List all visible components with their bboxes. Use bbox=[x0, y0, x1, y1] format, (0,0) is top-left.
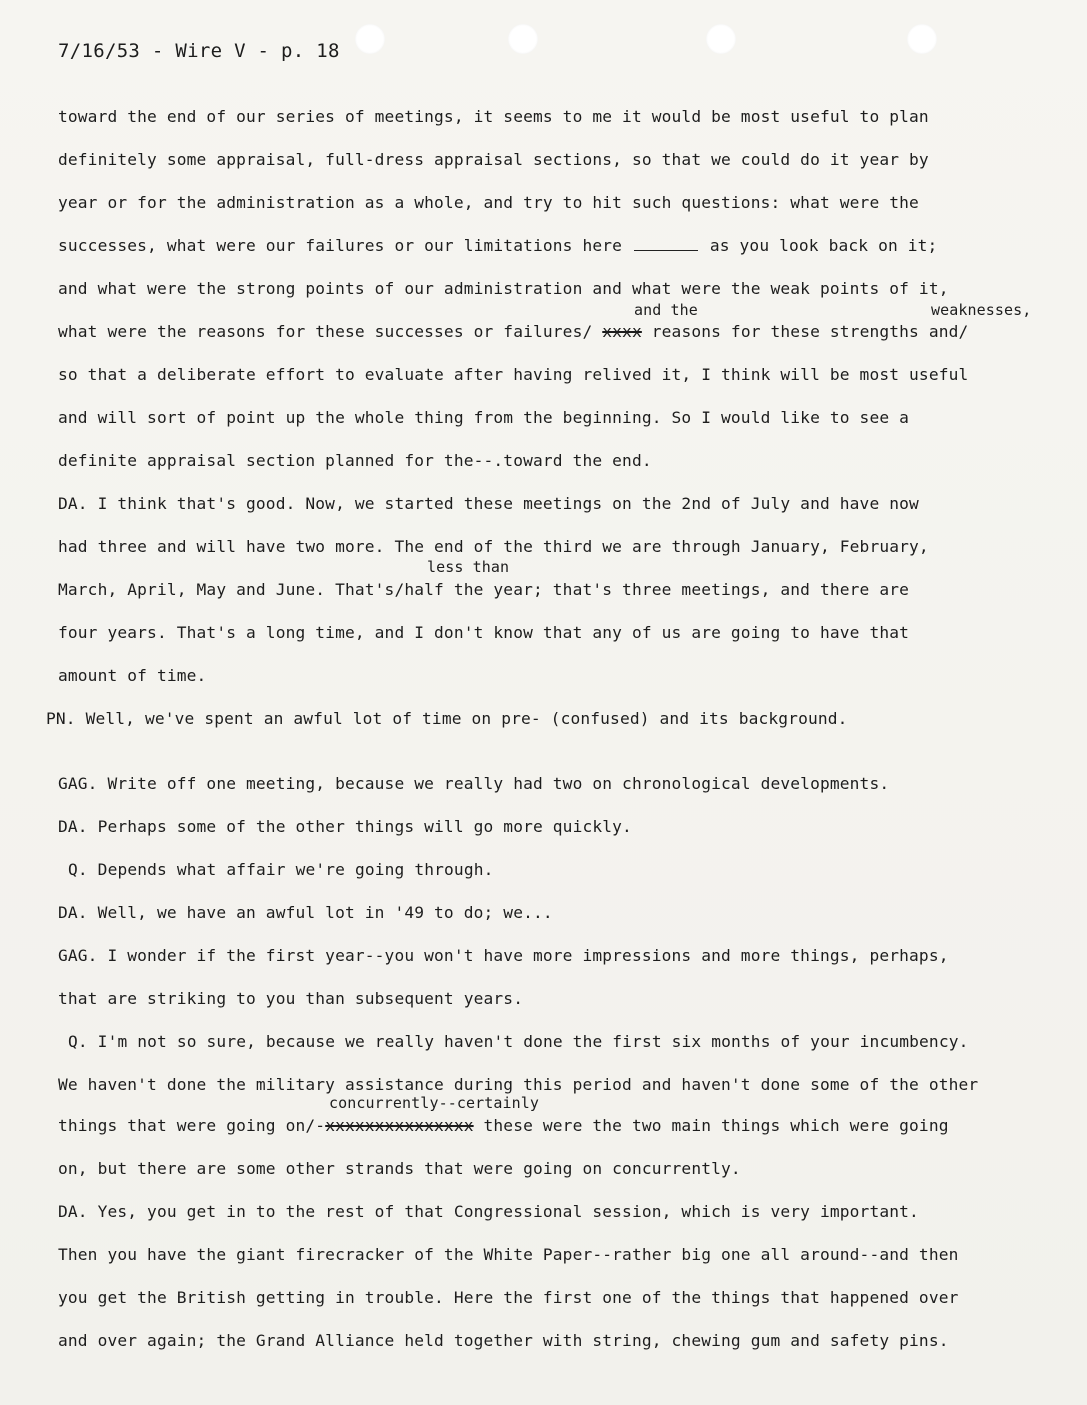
text-line: on, but there are some other strands that were going on concurrently. bbox=[58, 1159, 741, 1178]
text-line: that are striking to you than subsequent years. bbox=[58, 989, 524, 1008]
punch-hole bbox=[508, 24, 538, 54]
text-line: had three and will have two more. The end of the third we are through January, February, bbox=[58, 537, 929, 556]
speaker-line: DA. I think that's good. Now, we started these meetings on the 2nd of July and have now bbox=[58, 494, 919, 513]
text-line: definitely some appraisal, full-dress appraisal sections, so that we could do it year by bbox=[58, 150, 929, 169]
text-line: Then you have the giant firecracker of the White Paper--rather big one all around--and then bbox=[58, 1245, 959, 1264]
line-segment: things that were going on/- bbox=[58, 1116, 326, 1135]
insertion-less-than: less than bbox=[427, 558, 510, 576]
line-segment: reasons for these strengths and/ bbox=[641, 322, 969, 341]
insertion-weaknesses: weaknesses, bbox=[931, 301, 1032, 319]
text-line: amount of time. bbox=[58, 666, 207, 685]
text-line bbox=[58, 236, 937, 255]
speaker-line: PN. Well, we've spent an awful lot of time on pre- (confused) and its background. bbox=[46, 709, 848, 728]
speaker-line: Q. Depends what affair we're going through. bbox=[68, 860, 494, 879]
text-line: four years. That's a long time, and I don't know that any of us are going to have that bbox=[58, 623, 910, 642]
insertion-and-the: and the bbox=[634, 301, 698, 319]
speaker-line: DA. Well, we have an awful lot in '49 to do; we... bbox=[58, 903, 553, 922]
line-segment: what were the reasons for these successes or failures/ bbox=[58, 322, 603, 341]
blank-underline bbox=[634, 250, 698, 251]
speaker-line: GAG. I wonder if the first year--you won't have more impressions and more things, perhaps, bbox=[58, 946, 949, 965]
line-segment: these were the two main things which were going bbox=[473, 1116, 949, 1135]
punch-hole bbox=[907, 24, 937, 54]
text-line: and over again; the Grand Alliance held together with string, chewing gum and safety pins. bbox=[58, 1331, 949, 1350]
text-line: you get the British getting in trouble. Here the first one of the things that happened over bbox=[58, 1288, 959, 1307]
text-line: definite appraisal section planned for the--.toward the end. bbox=[58, 451, 652, 470]
speaker-line: Q. I'm not so sure, because we really haven't done the first six months of your incumbency. bbox=[68, 1032, 969, 1051]
text-line: so that a deliberate effort to evaluate after having relived it, I think will be most useful bbox=[58, 365, 969, 384]
text-line: year or for the administration as a whole, and try to hit such questions: what were the bbox=[58, 193, 919, 212]
punch-hole bbox=[355, 24, 385, 54]
line-segment: successes, what were our failures or our limitations here bbox=[58, 236, 632, 255]
struck-text: xxxx bbox=[602, 322, 642, 341]
text-line: We haven't done the military assistance during this period and haven't done some of the other bbox=[58, 1075, 979, 1094]
speaker-line: DA. Perhaps some of the other things will go more quickly. bbox=[58, 817, 632, 836]
text-line: toward the end of our series of meetings, it seems to me it would be most useful to plan bbox=[58, 107, 929, 126]
page-header: 7/16/53 - Wire V - p. 18 bbox=[58, 40, 340, 62]
text-line: and what were the strong points of our administration and what were the weak points of it, bbox=[58, 279, 949, 298]
speaker-line: DA. Yes, you get in to the rest of that Congressional session, which is very important. bbox=[58, 1202, 919, 1221]
text-line bbox=[58, 1116, 949, 1135]
speaker-line: GAG. Write off one meeting, because we really had two on chronological developments. bbox=[58, 774, 890, 793]
punch-hole bbox=[706, 24, 736, 54]
text-line bbox=[58, 322, 968, 341]
text-line: and will sort of point up the whole thing from the beginning. So I would like to see a bbox=[58, 408, 910, 427]
text-line: March, April, May and June. That's/half the year; that's three meetings, and there are bbox=[58, 580, 910, 599]
struck-text: xxxxxxxxxxxxxxx bbox=[325, 1116, 474, 1135]
insertion-concurrently-certainly: concurrently--certainly bbox=[329, 1094, 540, 1112]
line-segment: as you look back on it; bbox=[699, 236, 938, 255]
